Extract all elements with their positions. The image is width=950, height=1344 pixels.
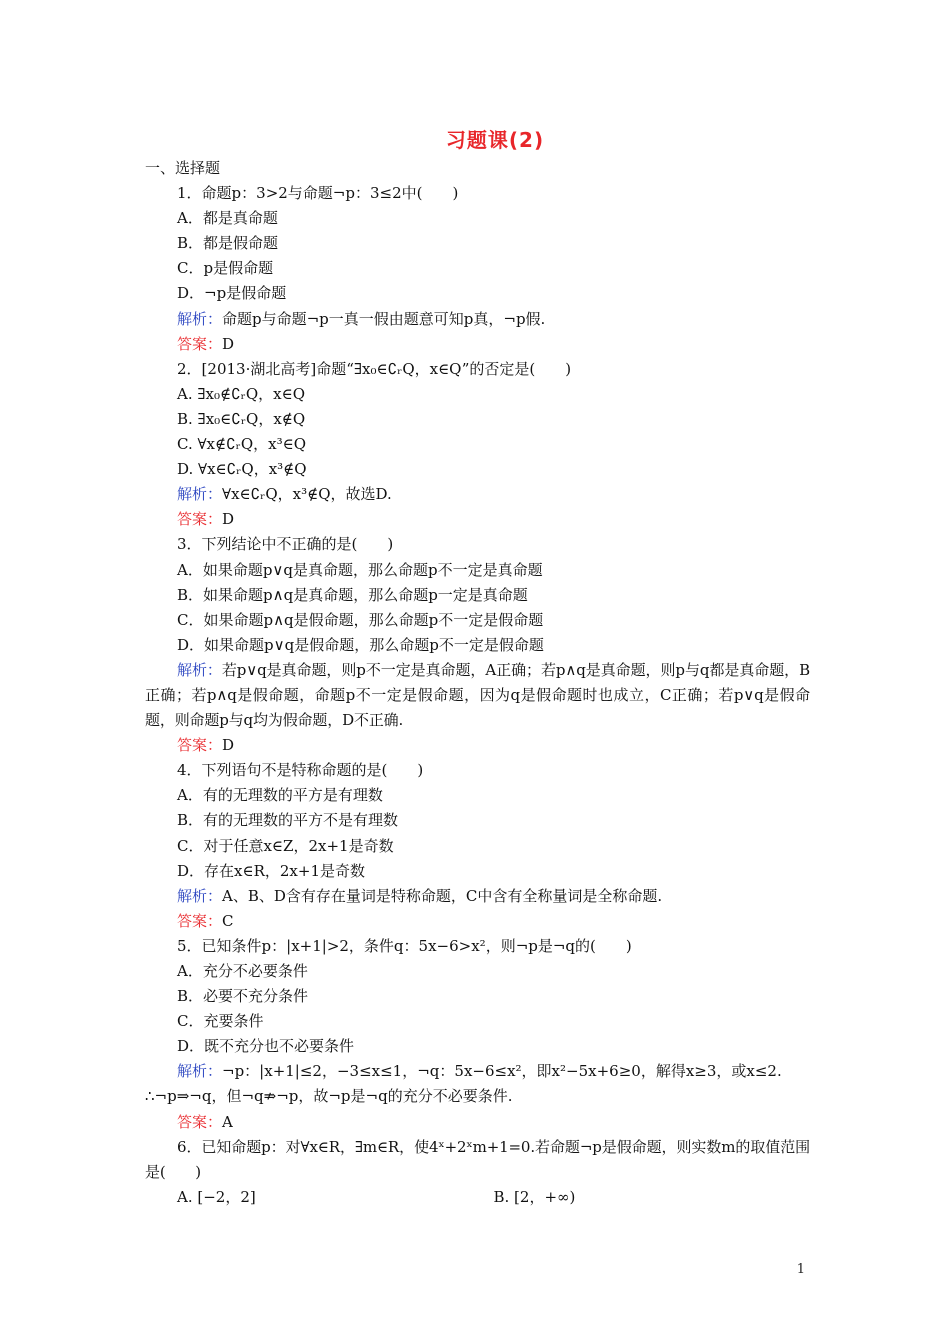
option-d: D．既不充分也不必要条件 bbox=[177, 1037, 355, 1056]
option-c: C．对于任意x∈Z，2x+1是奇数 bbox=[177, 836, 394, 855]
analysis-text: 若p∨q是真命题，则p不一定是真命题，A正确；若p∧q是真命题，则p与q都是真命题，B正确；若p∧q是假命题，命题p不一定是假命题，因为q是假命题时也成立，C正确；若p∨q是假命题，则命题p与q均为假命题，D不正确. bbox=[145, 660, 810, 730]
answer bbox=[145, 909, 810, 934]
document-body bbox=[145, 156, 810, 1210]
question-stem: 5．已知条件p：|x+1|>2，条件q：5x−6>x²，则¬p是¬q的( ) bbox=[177, 936, 632, 955]
option-c: C．如果命题p∧q是假命题，那么命题p不一定是假命题 bbox=[177, 610, 544, 629]
answer-value: C bbox=[222, 911, 234, 930]
analysis-text: ¬p：|x+1|≤2，−3≤x≤1，¬q：5x−6≤x²，即x²−5x+6≥0，解得x≥3，或x≤2. bbox=[222, 1062, 782, 1081]
option-a: A. ∃x₀∉∁ᵣQ，x∈Q bbox=[177, 384, 305, 403]
answer bbox=[145, 507, 810, 532]
question-stem: 2．[2013·湖北高考]命题“∃x₀∈∁ᵣQ，x∈Q”的否定是( ) bbox=[177, 359, 572, 378]
answer-label: 答案： bbox=[177, 911, 223, 930]
option-a: A．有的无理数的平方是有理数 bbox=[177, 786, 383, 805]
answer-label: 答案： bbox=[177, 334, 223, 353]
option-d: D．存在x∈R，2x+1是奇数 bbox=[177, 861, 365, 880]
question-stem: 6．已知命题p：对∀x∈R，∃m∈R，使4ˣ+2ˣm+1=0.若命题¬p是假命题，则实数m的取值范围是( ) bbox=[145, 1137, 810, 1181]
analysis bbox=[145, 307, 810, 332]
answer bbox=[145, 1110, 810, 1135]
page-title: 习题课(2) bbox=[445, 128, 545, 152]
analysis bbox=[145, 884, 810, 909]
option-b: B．有的无理数的平方不是有理数 bbox=[177, 811, 399, 830]
option-b: B．如果命题p∧q是真命题，那么命题p一定是真命题 bbox=[177, 585, 528, 604]
question-stem: 4．下列语句不是特称命题的是( ) bbox=[177, 761, 424, 780]
question-stem: 3．下列结论中不正确的是( ) bbox=[177, 535, 394, 554]
option-a: A．如果命题p∨q是真命题，那么命题p不一定是真命题 bbox=[177, 560, 543, 579]
answer-value: A bbox=[222, 1112, 233, 1131]
option-c: C. ∀x∉∁ᵣQ，x³∈Q bbox=[177, 435, 307, 454]
analysis bbox=[145, 658, 810, 733]
option-b: B. ∃x₀∈∁ᵣQ，x∉Q bbox=[177, 409, 306, 428]
analysis bbox=[145, 1059, 810, 1084]
analysis-label: 解析： bbox=[177, 309, 223, 328]
option-d: D．¬p是假命题 bbox=[177, 284, 287, 303]
answer-value: D bbox=[222, 510, 235, 529]
option-d: D. ∀x∈∁ᵣQ，x³∉Q bbox=[177, 460, 307, 479]
analysis-label: 解析： bbox=[177, 886, 223, 905]
option-b: B．都是假命题 bbox=[177, 234, 279, 253]
section-heading: 一、选择题 bbox=[145, 159, 221, 177]
analysis-text: ∀x∈∁ᵣQ，x³∉Q，故选D. bbox=[222, 485, 392, 504]
option-b: B. [2，+∞) bbox=[493, 1187, 576, 1206]
analysis bbox=[145, 482, 810, 507]
option-row bbox=[145, 1185, 810, 1210]
option-c: C．充要条件 bbox=[177, 1012, 264, 1031]
option-a: A．充分不必要条件 bbox=[177, 962, 308, 980]
analysis-label: 解析： bbox=[177, 1062, 223, 1081]
analysis-text: 命题p与命题¬p一真一假由题意可知p真，¬p假. bbox=[222, 309, 546, 328]
answer-value: D bbox=[222, 736, 235, 755]
answer-value: D bbox=[222, 334, 235, 353]
answer-label: 答案： bbox=[177, 1112, 223, 1131]
option-d: D．如果命题p∨q是假命题，那么命题p不一定是假命题 bbox=[177, 635, 544, 654]
answer bbox=[145, 332, 810, 357]
option-b: B．必要不充分条件 bbox=[177, 987, 309, 1006]
option-a: A. [−2，2] bbox=[177, 1187, 256, 1206]
analysis-continuation: ∴¬p⇒¬q，但¬q⇏¬p，故¬p是¬q的充分不必要条件. bbox=[145, 1087, 513, 1106]
question-stem: 1．命题p：3>2与命题¬p：3≤2中( ) bbox=[177, 184, 459, 203]
answer bbox=[145, 733, 810, 758]
page-number: 1 bbox=[796, 1262, 805, 1277]
option-a: A．都是真命题 bbox=[177, 209, 278, 228]
analysis-label: 解析： bbox=[177, 485, 223, 504]
analysis-text: A、B、D含有存在量词是特称命题，C中含有全称量词是全称命题. bbox=[222, 886, 663, 905]
option-c: C．p是假命题 bbox=[177, 259, 274, 278]
analysis-label: 解析： bbox=[177, 660, 222, 679]
answer-label: 答案： bbox=[177, 736, 223, 755]
answer-label: 答案： bbox=[177, 510, 223, 529]
